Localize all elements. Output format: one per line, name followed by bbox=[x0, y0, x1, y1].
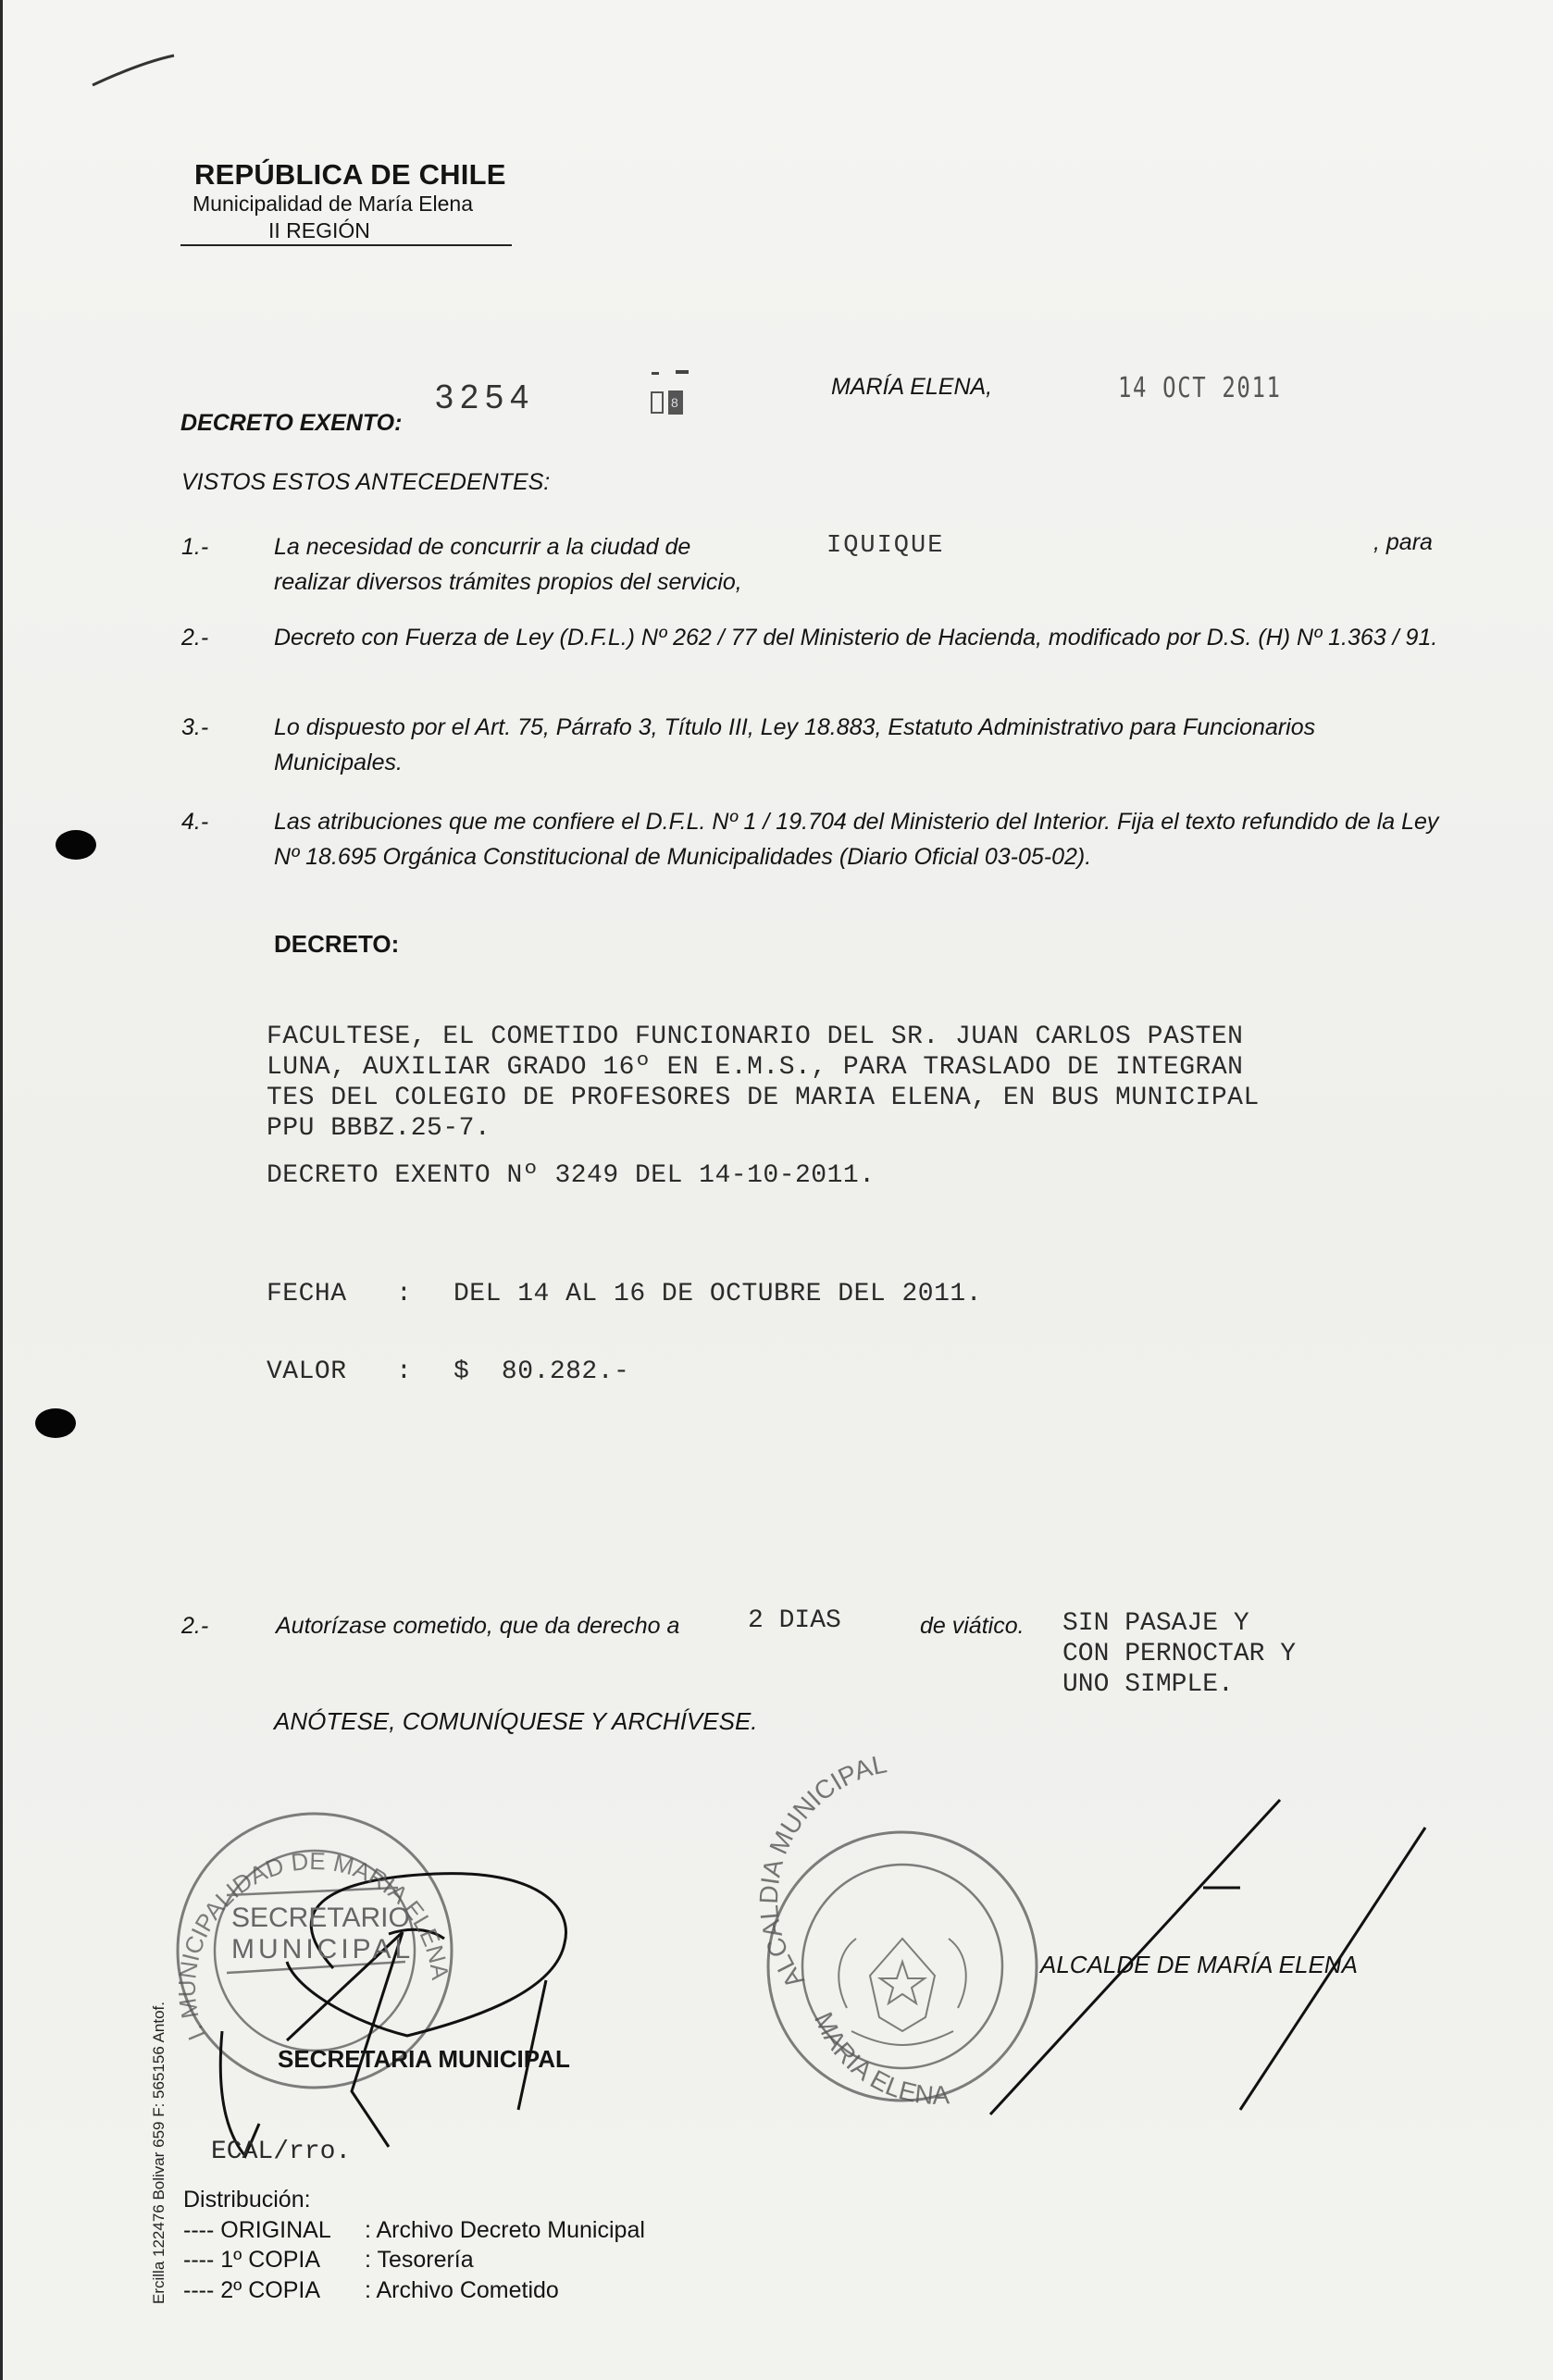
decreto-heading: DECRETO: bbox=[274, 930, 400, 958]
item-text-tail: , para bbox=[1373, 529, 1433, 555]
vistos-heading: VISTOS ESTOS ANTECEDENTES: bbox=[181, 469, 551, 495]
date-stamp: 14 OCT 2011 bbox=[1118, 372, 1282, 404]
copy-label: ---- ORIGINAL bbox=[183, 2217, 331, 2243]
item-number: 2.- bbox=[181, 625, 209, 651]
seal-inner-text-1: SECRETARIO bbox=[231, 1903, 410, 1933]
mayor-seal-text-bottom: MARIA ELENA bbox=[809, 2007, 950, 2110]
secretary-title: SECRETARIA MUNICIPAL bbox=[278, 2045, 570, 2073]
decree-body-line: TES DEL COLEGIO DE PROFESORES DE MARIA ELENA, EN BUS MUNICIPAL bbox=[267, 1084, 1260, 1112]
item-number: 3.- bbox=[181, 714, 209, 740]
item-text: Lo dispuesto por el Art. 75, Párrafo 3, Título III, Ley 18.883, Estatuto Administrativo para Funcionarios Municipales. bbox=[274, 714, 1316, 775]
item-text-continued: realizar diversos trámites propios del servicio, bbox=[274, 569, 742, 595]
point-number: 2.- bbox=[181, 1613, 209, 1639]
valor-separator: : bbox=[396, 1357, 413, 1386]
copy-label: ---- 2º COPIA bbox=[183, 2277, 321, 2303]
initials: ECAL/rro. bbox=[211, 2138, 352, 2166]
viatico-conditions: SIN PASAJE Y CON PERNOCTAR Y UNO SIMPLE. bbox=[1062, 1609, 1297, 1699]
decree-label: DECRETO EXENTO: bbox=[180, 410, 403, 436]
destination-city: IQUIQUE bbox=[826, 532, 945, 560]
fecha-separator: : bbox=[396, 1280, 413, 1308]
closing-formula: ANÓTESE, COMUNÍQUESE Y ARCHÍVESE. bbox=[274, 1707, 758, 1735]
country-heading: REPÚBLICA DE CHILE bbox=[194, 158, 506, 191]
item-number: 1.- bbox=[181, 534, 209, 560]
copy-destination: : Archivo Decreto Municipal bbox=[365, 2217, 645, 2243]
copy-label: ---- 1º COPIA bbox=[183, 2247, 321, 2273]
fecha-value: DEL 14 AL 16 DE OCTUBRE DEL 2011. bbox=[453, 1280, 982, 1308]
item-text: Las atribuciones que me confiere el D.F.L. Nº 1 / 19.704 del Ministerio del Interior. Fija el texto refundido de la Ley Nº 18.695 Orgánica Constitucional de Municipalidades (Diario Oficial 03-05-02). bbox=[274, 809, 1439, 870]
item-number: 4.- bbox=[181, 809, 209, 835]
valor-value: $ 80.282.- bbox=[453, 1357, 630, 1386]
distribution-heading: Distribución: bbox=[183, 2187, 311, 2213]
decree-body-line: LUNA, AUXILIAR GRADO 16º EN E.M.S., PARA TRASLADO DE INTEGRAN bbox=[267, 1053, 1244, 1082]
mayor-seal-icon bbox=[768, 1832, 1037, 2101]
decree-body-line: PPU BBBZ.25-7. bbox=[267, 1114, 491, 1143]
mayor-title: ALCALDE DE MARÍA ELENA bbox=[1040, 1951, 1358, 1978]
copy-destination: : Tesorería bbox=[365, 2247, 474, 2273]
valor-label: VALOR bbox=[267, 1357, 347, 1386]
viatico-days: 2 DIAS bbox=[748, 1606, 841, 1635]
decree-reference: DECRETO EXENTO Nº 3249 DEL 14-10-2011. bbox=[267, 1161, 876, 1190]
item-text: Decreto con Fuerza de Ley (D.F.L.) Nº 262 / 77 del Ministerio de Hacienda, modificado por D.S. (H) Nº 1.363 / 91. bbox=[274, 625, 1438, 651]
mayor-seal-text-top: ALCALDIA MUNICIPAL bbox=[753, 1749, 889, 1994]
svg-text:8: 8 bbox=[671, 395, 678, 410]
copy-destination: : Archivo Cometido bbox=[365, 2277, 559, 2303]
seal-inner-text-2: MUNICIPAL bbox=[231, 1934, 415, 1965]
printer-imprint: Ercilla 122476 Bolivar 659 F: 565156 Antof. bbox=[150, 2002, 168, 2304]
municipality-name: Municipalidad de María Elena bbox=[193, 192, 474, 216]
decree-number: 3254 bbox=[435, 378, 536, 415]
item-text: La necesidad de concurrir a la ciudad de bbox=[274, 534, 691, 560]
viatico-label: de viático. bbox=[920, 1613, 1025, 1639]
place-label: MARÍA ELENA, bbox=[831, 374, 993, 400]
region-name: II REGIÓN bbox=[268, 218, 370, 242]
decree-body-line: FACULTESE, EL COMETIDO FUNCIONARIO DEL SR. JUAN CARLOS PASTEN bbox=[267, 1023, 1244, 1051]
secretary-seal-text: I. MUNICIPALIDAD DE MARIA ELENA bbox=[172, 1846, 454, 2045]
fecha-label: FECHA bbox=[267, 1280, 347, 1308]
svg-text:MARIA ELENA bbox=[809, 2008, 950, 2110]
point-text: Autorízase cometido, que da derecho a bbox=[276, 1613, 680, 1639]
